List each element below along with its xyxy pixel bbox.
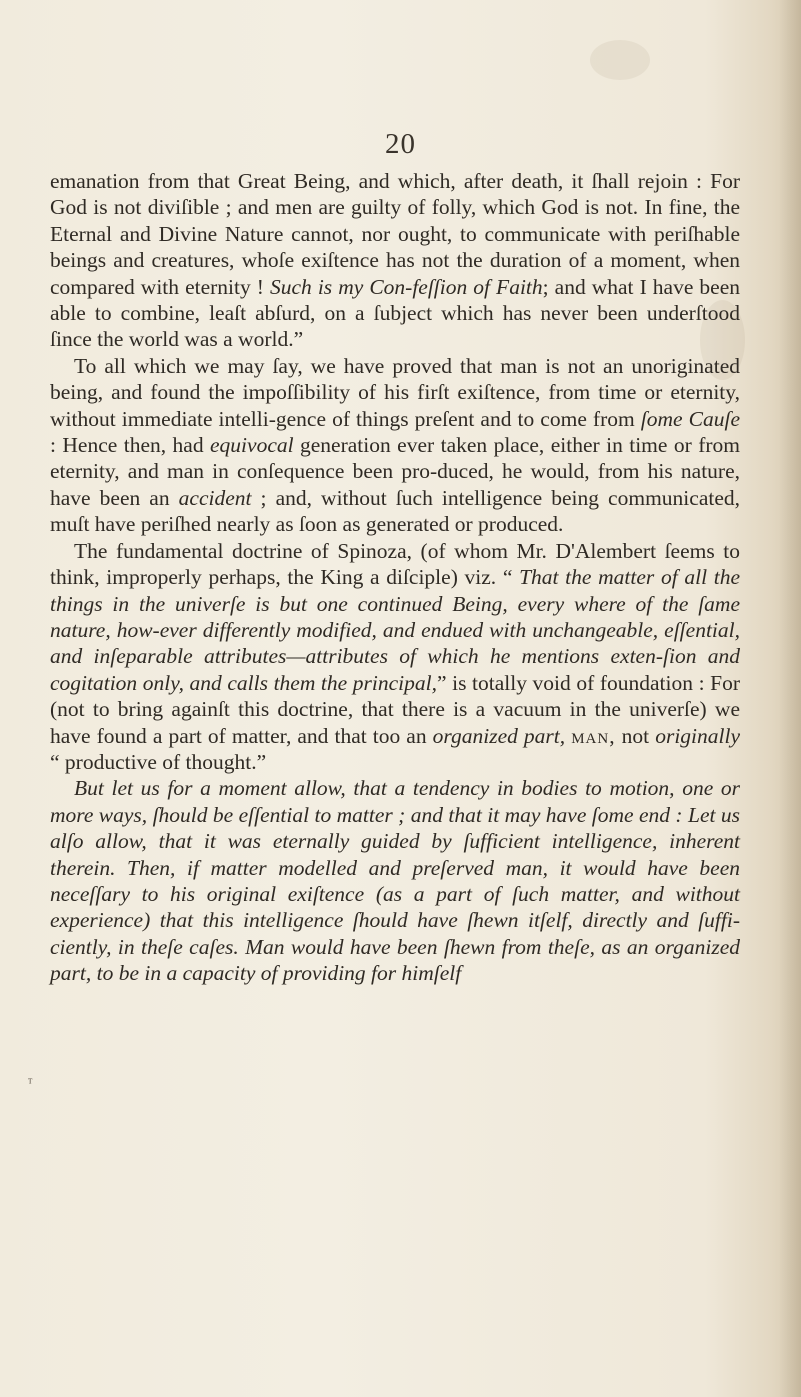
paragraph <box>50 538 740 776</box>
small-caps-run: man, <box>571 723 616 748</box>
margin-mark: ᵀ <box>28 1076 33 1090</box>
italic-run: That the matter of all the things in the univerſe is but one continued Being, every where of the ſame nature, how-ever differently modified, and endued with unchangeable, eſſential, and inſeparable attributes—attributes of which he mentions exten-ſion and cogitation only, and calls them the principal, <box>50 565 740 695</box>
text-run: not <box>615 723 656 748</box>
italic-run: equivocal <box>210 433 294 458</box>
italic-run: organized part, <box>432 723 566 748</box>
text-run: To all which we may ſay, we have proved that man is not an unoriginated being, and found the impoſſibility of his firſt exiſtence, from time or eternity, without immediate intelli-gence of things preſent and to come from <box>50 353 740 431</box>
text-run: : Hence then, had <box>50 433 211 458</box>
text-run: emanation from that Great Being, and which, after death, it ſhall rejoin : For God is not diviſible ; and men are guilty of folly, which God is not. In fine, the Eternal and Divine Nature cannot, nor ought, to communicate with periſhable beings and creatures, whoſe exiſtence has not the duration of a moment, when compared with eternity ! <box>50 169 740 299</box>
text-run: ; and, without ſuch intelligence being communicated, muſt have periſhed nearly as ſoon as generated or produced. <box>50 485 740 537</box>
page-number: 20 <box>385 128 416 160</box>
italic-run: Such is my Con-feſſion of Faith <box>269 274 543 299</box>
italic-run: But let us for a moment allow, that a tendency in bodies to motion, one or more ways, ſhould be eſſential to matter ; and that it may have ſome end : Let us alſo allow, that it was eternally guided by ſufficient intelligence, inherent therein. Then, if matter modelled and preſerved man, it would have been neceſſary to his original exiſtence (as a part of ſuch matter, and without experience) that this intelligence ſhould have ſhewn itſelf, directly and ſuffi-ciently, in theſe caſes. Man would have been ſhewn from theſe, as an organized part, to be in a capacity of providing for himſelf <box>50 776 740 986</box>
paper-stain <box>590 40 650 80</box>
text-run: generation ever taken place, either in time or from eternity, and man in conſequence been pro-duced, he would, from his nature, have been an <box>50 433 740 510</box>
italic-run: accident <box>178 485 252 510</box>
page-edge-shadow <box>779 0 801 1397</box>
italic-run: ſome Cauſe <box>640 406 740 431</box>
text-run: ; and what I have been able to combine, leaſt abſurd, on a ſubject which has never been underſtood ſince the world was a world.” <box>50 274 740 352</box>
paragraph <box>50 168 740 353</box>
text-run: “ productive of thought.” <box>50 749 267 774</box>
paragraph <box>50 775 740 986</box>
italic-run: originally <box>655 723 741 748</box>
text-run: ” is totally void of foundation : For (not to bring againſt this doctrine, that there is a vacuum in the univerſe) we have found a part of matter, and that too an <box>50 670 740 748</box>
text-run: The fundamental doctrine of Spinoza, (of whom Mr. D'Alembert ſeems to think, improperly perhaps, the King a diſciple) viz. “ <box>50 538 740 590</box>
body-text <box>50 168 740 987</box>
paragraph <box>50 353 740 538</box>
